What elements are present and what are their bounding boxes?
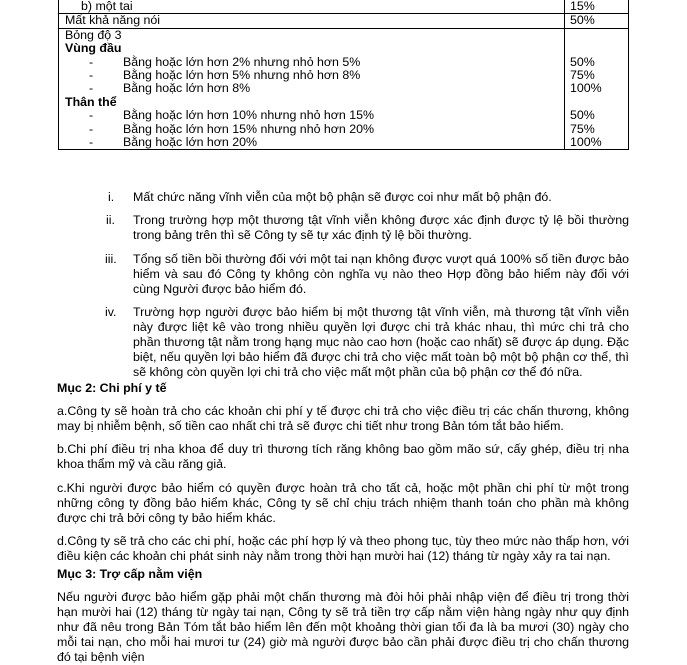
list-item: - Bằng hoặc lớn hơn 15% nhưng nhỏ hơn 20% bbox=[89, 121, 375, 136]
list-item: - Bằng hoặc lớn hơn 8% bbox=[89, 81, 251, 96]
row-label: Mất khả năng nói bbox=[59, 14, 565, 28]
note-item: iii. Tổng số tiền bồi thường đối với một tai nạn không được vượt quá 100% số tiền được bảo hiểm và sau đó Công ty không còn nghĩa vụ nào theo Hợp đồng bảo hiểm này đối với cùng Người được bảo hiểm đó. bbox=[105, 252, 629, 296]
paragraph: a.Công ty sẽ hoàn trả cho các khoản chi phí y tế được chi trả cho việc điều trị các chấn thương, không may bị nhiễm bệnh, số tiền cao nhất chi trả sẽ được chi tiết như trong Bản tóm tắt bảo hiểm. bbox=[57, 404, 629, 433]
note-item: iv. Trường hợp người được bảo hiểm bị một thương tật vĩnh viễn, mà thương tật vĩnh viễn này được liệt kê vào trong nhiều quyền lợi được chi trả khác nhau, thì mức chi trả cho phần thương tật nằm trong hạng mục nào cao hơn (hoặc cao nhất) sẽ được áp dụng. Đặc biệt, nếu quyền lợi bảo hiểm đã được chi trả cho việc mất toàn bộ một bộ phận cơ thể, thì sẽ không còn quyền lợi chi trả cho việc mất một phần của bộ phận cơ thể đó nữa. bbox=[105, 305, 629, 379]
note-item: i. Mất chức năng vĩnh viễn của một bộ phận sẽ được coi như mất bộ phận đó. bbox=[108, 190, 552, 204]
list-item: - Bằng hoặc lớn hơn 20% bbox=[89, 135, 258, 150]
note-item: ii. Trong trường hợp một thương tật vĩnh viễn không được xác định được tỷ lệ bồi thường trong bảng trên thì sẽ Công ty sẽ tự xác định tỷ lệ bồi thường. bbox=[106, 213, 629, 242]
row-value: 15% bbox=[565, 0, 629, 14]
row-value: 100% bbox=[570, 135, 602, 150]
section-heading: Mục 2: Chi phí y tế bbox=[57, 381, 167, 395]
section-heading: Mục 3: Trợ cấp nằm viện bbox=[57, 567, 203, 581]
row-value: 50% bbox=[570, 54, 595, 69]
list-item: - Bằng hoặc lớn hơn 10% nhưng nhỏ hơn 15% bbox=[89, 108, 375, 123]
paragraph: Nếu người được bảo hiểm gặp phải một chấn thương mà đòi hỏi phải nhập viện để điều trị trong thời hạn mười hai (12) tháng từ ngày tai nạn, Công ty sẽ trả tiền trợ cấp nằm viện hàng ngày như quy định như đã nêu trong Bản Tóm tắt bảo hiểm lên đến một khoảng thời gian tối đa là ba mươi (30) ngày cho mỗi tai nạn, cho mỗi hai mươi tư (24) giờ mà người được bảo cần phải được điều trị cho chấn thương đó tại bệnh viện bbox=[57, 590, 629, 664]
row-value: 75% bbox=[570, 68, 595, 83]
row-label: b) một tai bbox=[81, 0, 133, 13]
list-item: - Bằng hoặc lớn hơn 5% nhưng nhỏ hơn 8% bbox=[89, 68, 361, 83]
list-item: - Bằng hoặc lớn hơn 2% nhưng nhỏ hơn 5% bbox=[89, 54, 361, 69]
paragraph: b.Chi phí điều trị nha khoa để duy trì thương tích răng không bao gồm mão sứ, cấy ghép, điều trị nha khoa thẩm mỹ và cầu răng giả. bbox=[57, 442, 629, 471]
paragraph: c.Khi người được bảo hiểm có quyền được hoàn trả cho tất cả, hoặc một phần chi phí từ một trong những công ty đồng bảo hiểm khác, Công ty sẽ chỉ chịu trách nhiệm thanh toán cho phần mà không được chi trả bởi công ty bảo hiểm khác. bbox=[57, 481, 629, 525]
table-row bbox=[59, 28, 629, 150]
burn-title: Bỏng độ 3 bbox=[65, 27, 122, 42]
table-row bbox=[59, 0, 629, 14]
row-value: 50% bbox=[565, 14, 629, 28]
body-label: Thân thể bbox=[65, 94, 117, 109]
row-value: 50% bbox=[570, 108, 595, 123]
disability-benefit-table bbox=[58, 0, 629, 150]
head-label: Vùng đầu bbox=[65, 41, 122, 56]
table-row bbox=[59, 14, 629, 28]
row-value: 75% bbox=[570, 121, 595, 136]
row-value: 100% bbox=[570, 81, 602, 96]
paragraph: d.Công ty sẽ trả cho các chi phí, hoặc các phí hợp lý và theo phong tục, tùy theo mức nào thấp hơn, với điều kiện các khoản chi phát sinh này nằm trong thời hạn mười hai (12) tháng từ ngày xảy ra tai nạn. bbox=[57, 534, 629, 563]
